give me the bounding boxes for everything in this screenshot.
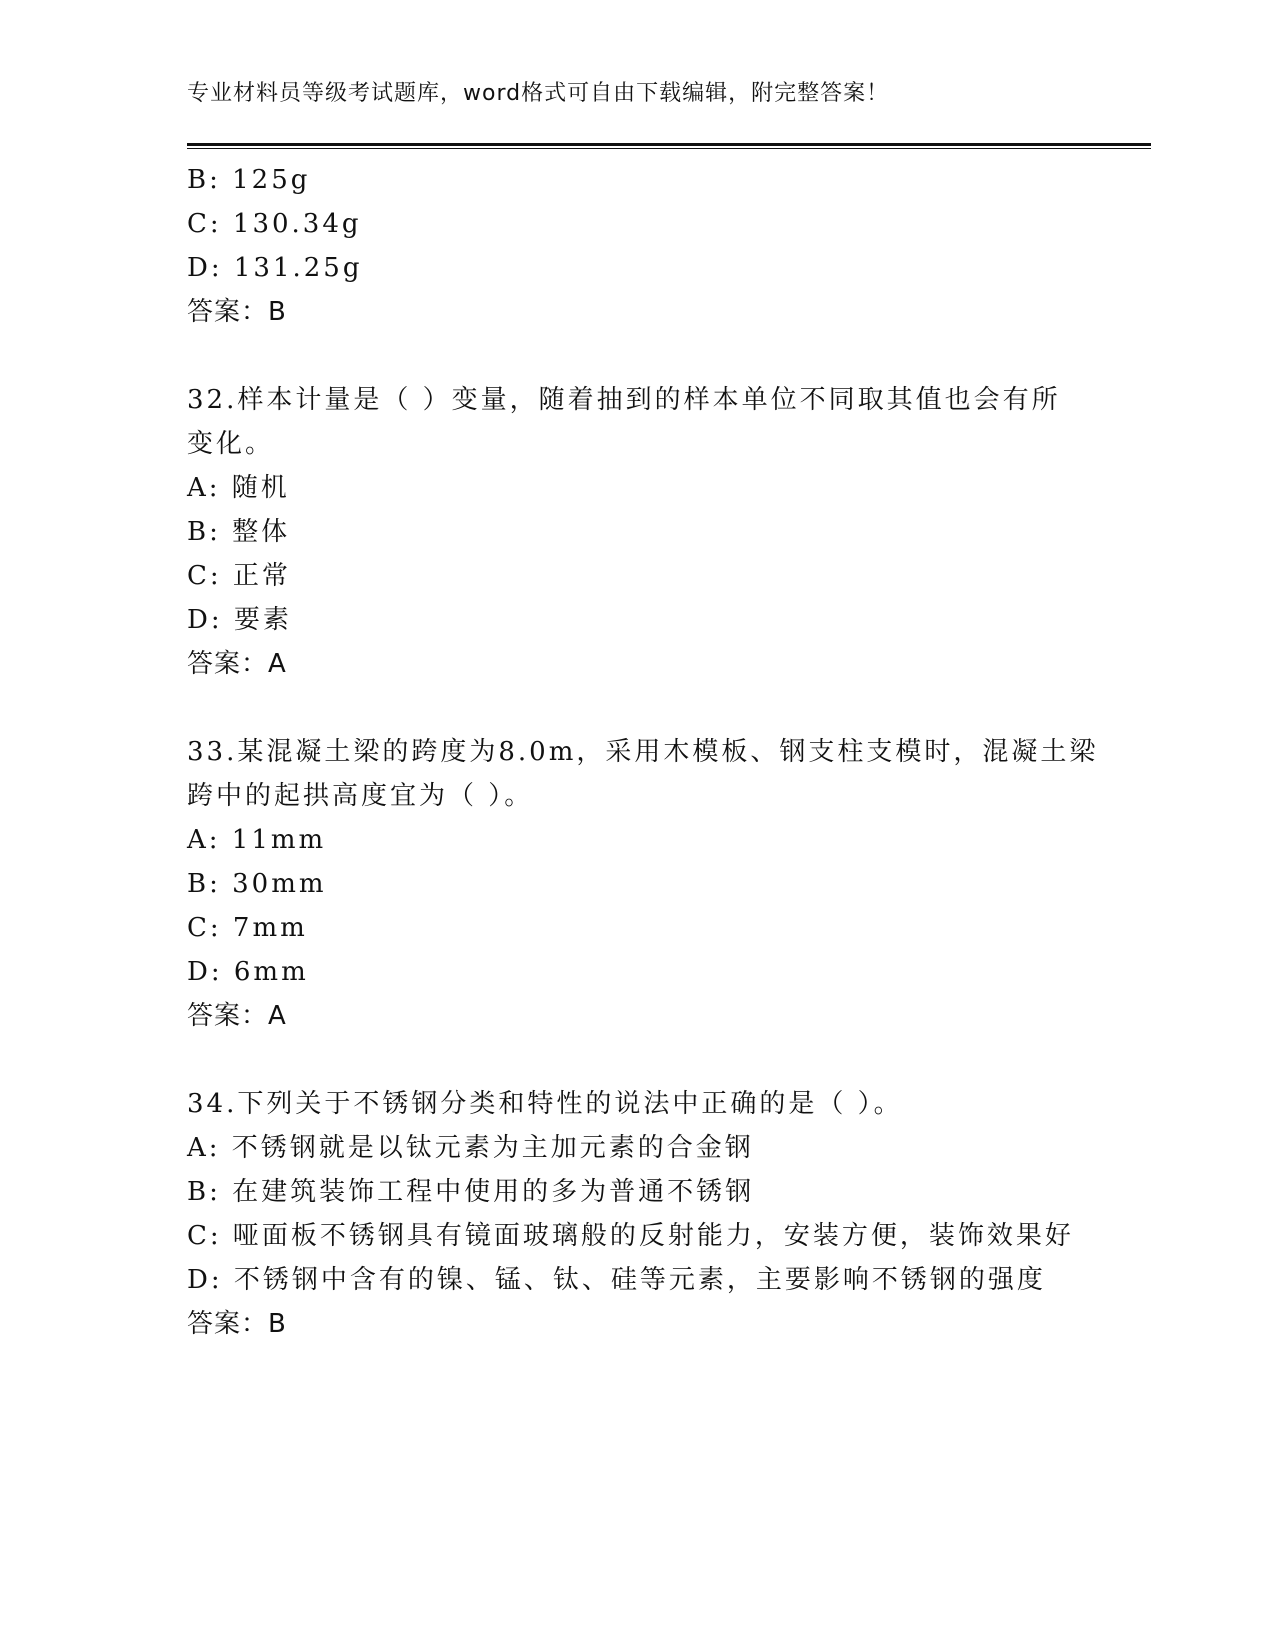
q31-opt-c: C: 130.34g [187, 209, 362, 239]
q32-stem-1: 32.样本计量是（ ）变量，随着抽到的样本单位不同取其值也会有所 [187, 385, 1061, 415]
q32-answer: 答案：A [187, 649, 287, 679]
q31-opt-b: B: 125g [187, 165, 311, 195]
q31-answer: 答案：B [187, 297, 287, 327]
q34-opt-b: B: 在建筑装饰工程中使用的多为普通不锈钢 [187, 1177, 755, 1207]
q32-opt-b: B: 整体 [187, 517, 291, 547]
header-rule-thick [187, 143, 1151, 146]
q34-opt-c: C: 哑面板不锈钢具有镜面玻璃般的反射能力，安装方便，装饰效果好 [187, 1221, 1074, 1251]
q33-stem-1: 33.某混凝土梁的跨度为8.0m，采用木模板、钢支柱支模时，混凝土梁 [187, 737, 1099, 767]
q33-opt-b: B: 30mm [187, 869, 327, 899]
q34-answer: 答案：B [187, 1309, 287, 1339]
q32-opt-a: A: 随机 [187, 473, 290, 503]
q32-opt-d: D: 要素 [187, 605, 292, 635]
header-rule-thin [187, 148, 1151, 149]
q33-stem-2: 跨中的起拱高度宜为（ ）。 [187, 781, 534, 811]
q33-answer: 答案：A [187, 1001, 287, 1031]
q34-stem-1: 34.下列关于不锈钢分类和特性的说法中正确的是（ ）。 [187, 1089, 903, 1119]
q32-opt-c: C: 正常 [187, 561, 291, 591]
page-header: 专业材料员等级考试题库，word格式可自由下载编辑，附完整答案！ [187, 81, 890, 106]
q34-opt-a: A: 不锈钢就是以钛元素为主加元素的合金钢 [187, 1133, 754, 1163]
q32-stem-2: 变化。 [187, 429, 275, 459]
q33-opt-d: D: 6mm [187, 957, 309, 987]
q33-opt-c: C: 7mm [187, 913, 308, 943]
q34-opt-d: D: 不锈钢中含有的镍、锰、钛、硅等元素，主要影响不锈钢的强度 [187, 1265, 1046, 1295]
q31-opt-d: D: 131.25g [187, 253, 363, 283]
q33-opt-a: A: 11mm [187, 825, 327, 855]
